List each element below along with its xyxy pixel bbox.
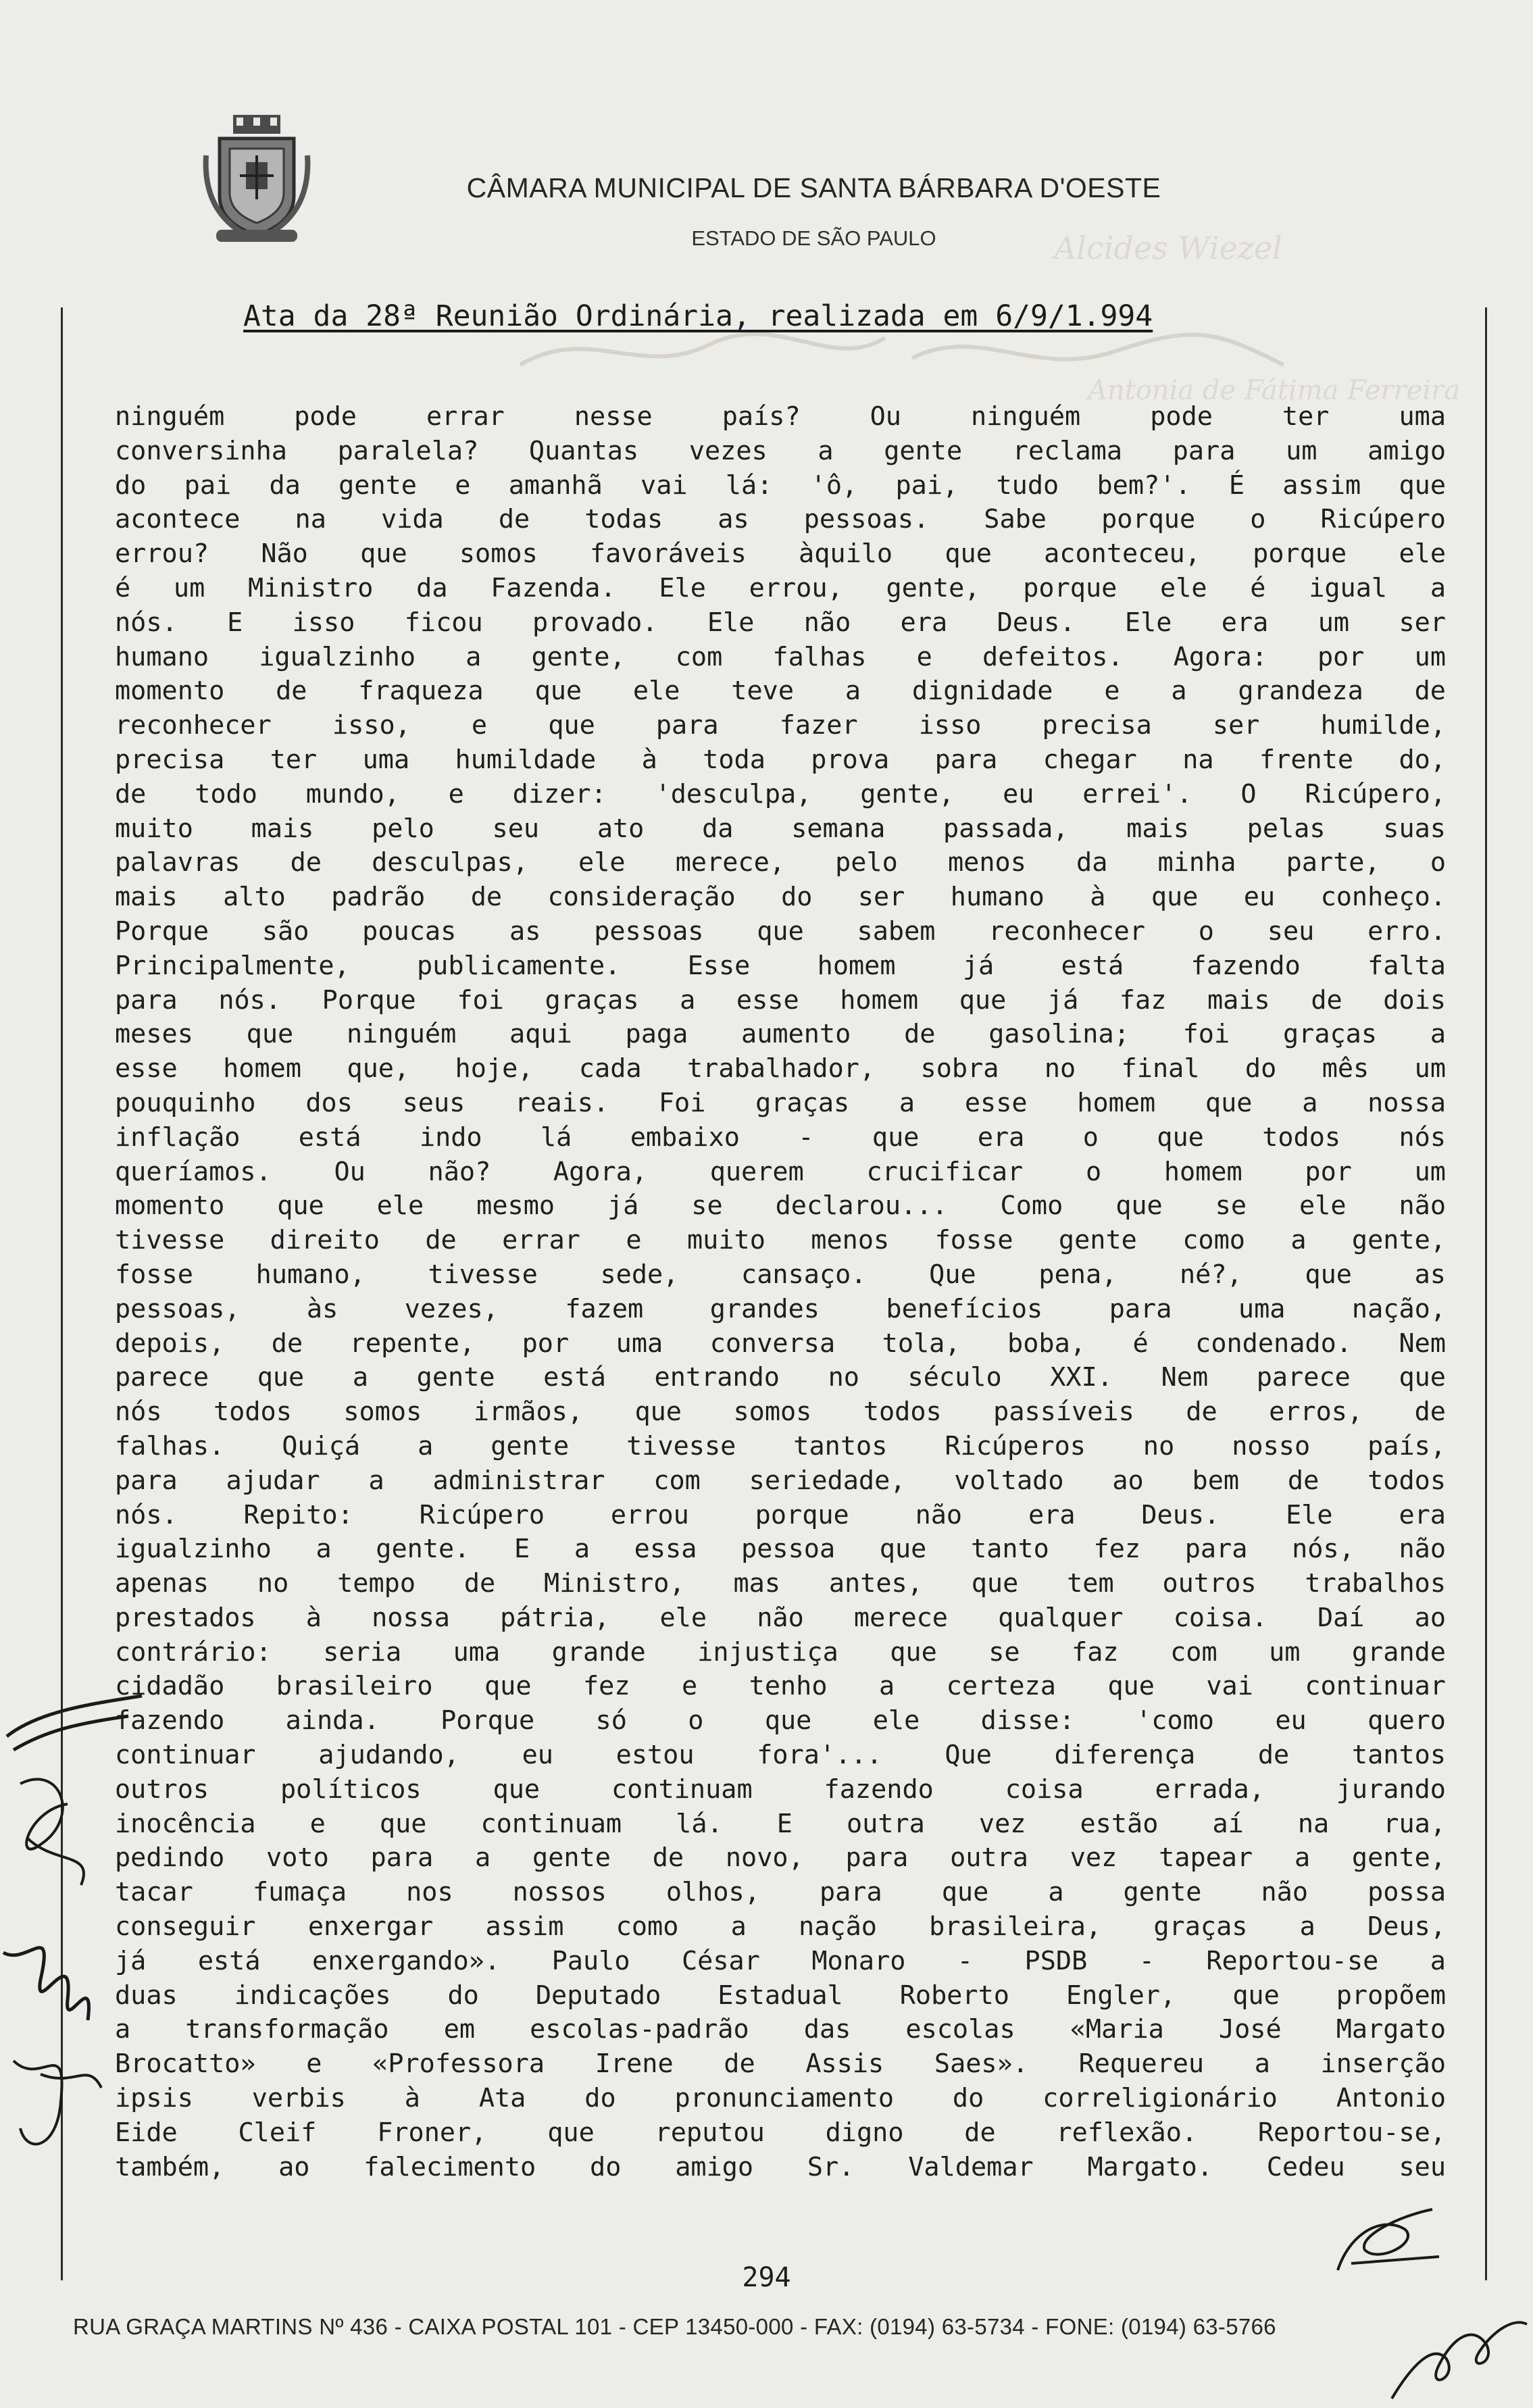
body-line: esse homem que, hoje, cada trabalhador, sobra no final do mês um	[115, 1053, 1446, 1084]
body-line: falhas. Quiçá a gente tivesse tantos Ricúperos no nosso país,	[115, 1430, 1446, 1461]
body-line: pessoas, às vezes, fazem grandes benefícios para uma nação,	[115, 1293, 1446, 1324]
minutes-title: Ata da 28ª Reunião Ordinária, realizada em 6/9/1.994	[243, 299, 1153, 333]
body-line: ipsis verbis à Ata do pronunciamento do correligionário Antonio	[115, 2083, 1446, 2114]
body-line: conseguir enxergar assim como a nação brasileira, graças a Deus,	[115, 1911, 1446, 1942]
body-line: Brocatto» e «Professora Irene de Assis Saes». Requereu a inserção	[115, 2049, 1446, 2080]
body-line: fazendo ainda. Porque só o que ele disse: 'como eu quero	[115, 1705, 1446, 1736]
body-line: de todo mundo, e dizer: 'desculpa, gente, eu errei'. O Ricúpero,	[115, 778, 1446, 809]
body-line: palavras de desculpas, ele merece, pelo menos da minha parte, o	[115, 847, 1446, 878]
footer-address: RUA GRAÇA MARTINS Nº 436 - CAIXA POSTAL 101 - CEP 13450-000 - FAX: (0194) 63-5734 - FONE: (0194) 63-5766	[73, 2314, 1276, 2339]
body-line: inocência e que continuam lá. E outra vez estão aí na rua,	[115, 1808, 1446, 1839]
minutes-body	[115, 400, 1446, 2184]
body-line: momento que ele mesmo já se declarou... Como que se ele não	[115, 1190, 1446, 1222]
body-line: prestados à nossa pátria, ele não merece qualquer coisa. Daí ao	[115, 1602, 1446, 1633]
body-line: muito mais pelo seu ato da semana passada, mais pelas suas	[115, 813, 1446, 844]
body-line: momento de fraqueza que ele teve a dignidade e a grandeza de	[115, 676, 1446, 707]
body-line: errou? Não que somos favoráveis àquilo que aconteceu, porque ele	[115, 538, 1446, 570]
body-line: Principalmente, publicamente. Esse homem já está fazendo falta	[115, 950, 1446, 981]
body-line: humano igualzinho a gente, com falhas e defeitos. Agora: por um	[115, 641, 1446, 672]
body-line: para nós. Porque foi graças a esse homem que já faz mais de dois	[115, 984, 1446, 1015]
body-line: ninguém pode errar nesse país? Ou ninguém pode ter uma	[115, 401, 1446, 432]
body-line: parece que a gente está entrando no século XXI. Nem parece que	[115, 1362, 1446, 1393]
body-line: pedindo voto para a gente de novo, para outra vez tapear a gente,	[115, 1842, 1446, 1874]
body-line: fosse humano, tivesse sede, cansaço. Que pena, né?, que as	[115, 1259, 1446, 1290]
institution-name: CÂMARA MUNICIPAL DE SANTA BÁRBARA D'OESTE	[466, 172, 1161, 203]
body-line: também, ao falecimento do amigo Sr. Valdemar Margato. Cedeu seu	[115, 2151, 1446, 2182]
body-line: duas indicações do Deputado Estadual Roberto Engler, que propõem	[115, 1980, 1446, 2011]
body-line: Porque são poucas as pessoas que sabem reconhecer o seu erro.	[115, 915, 1446, 947]
body-line: apenas no tempo de Ministro, mas antes, que tem outros trabalhos	[115, 1568, 1446, 1599]
initials-mark	[1324, 2189, 1446, 2284]
body-line: do pai da gente e amanhã vai lá: 'ô, pai, tudo bem?'. É assim que	[115, 470, 1446, 501]
bleed-through-text-2: Antonia de Fátima Ferreira	[1088, 375, 1461, 406]
body-line: acontece na vida de todas as pessoas. Sabe porque o Ricúpero	[115, 504, 1446, 535]
body-line: a transformação em escolas-padrão das escolas «Maria José Margato	[115, 2014, 1446, 2045]
bleed-through-text-1: Alcides Wiezel	[1054, 230, 1282, 266]
right-margin-line	[1485, 307, 1487, 2280]
body-line: tacar fumaça nos nossos olhos, para que a gente não possa	[115, 1877, 1446, 1908]
body-line: pouquinho dos seus reais. Foi graças a esse homem que a nossa	[115, 1087, 1446, 1118]
body-line: é um Ministro da Fazenda. Ele errou, gente, porque ele é igual a	[115, 572, 1446, 603]
body-line: continuar ajudando, eu estou fora'... Que diferença de tantos	[115, 1740, 1446, 1771]
body-line: depois, de repente, por uma conversa tola, boba, é condenado. Nem	[115, 1328, 1446, 1359]
body-line: tivesse direito de errar e muito menos fosse gente como a gente,	[115, 1225, 1446, 1256]
body-line: precisa ter uma humildade à toda prova para chegar na frente do,	[115, 744, 1446, 775]
body-line: cidadão brasileiro que fez e tenho a certeza que vai continuar	[115, 1671, 1446, 1702]
page-number: 294	[742, 2262, 791, 2293]
body-line: para ajudar a administrar com seriedade, voltado ao bem de todos	[115, 1465, 1446, 1496]
body-line: outros políticos que continuam fazendo coisa errada, jurando	[115, 1774, 1446, 1805]
body-line: mais alto padrão de consideração do ser humano à que eu conheço.	[115, 882, 1446, 913]
institution-state: ESTADO DE SÃO PAULO	[691, 226, 936, 250]
body-line: meses que ninguém aqui paga aumento de gasolina; foi graças a	[115, 1019, 1446, 1050]
body-line: Eide Cleif Froner, que reputou digno de reflexão. Reportou-se,	[115, 2117, 1446, 2148]
body-line: inflação está indo lá embaixo - que era o que todos nós	[115, 1122, 1446, 1153]
margin-signature	[0, 1682, 162, 2169]
body-line: queríamos. Ou não? Agora, querem crucificar o homem por um	[115, 1156, 1446, 1187]
body-line: nós. E isso ficou provado. Ele não era Deus. Ele era um ser	[115, 607, 1446, 638]
body-line: contrário: seria uma grande injustiça que se faz com um grande	[115, 1636, 1446, 1667]
body-line: nós. Repito: Ricúpero errou porque não era Deus. Ele era	[115, 1499, 1446, 1530]
body-line: igualzinho a gente. E a essa pessoa que tanto fez para nós, não	[115, 1534, 1446, 1565]
corner-signature	[1385, 2284, 1533, 2408]
body-line: reconhecer isso, e que para fazer isso precisa ser humilde,	[115, 710, 1446, 741]
body-line: já está enxergando». Paulo César Monaro - PSDB - Reportou-se a	[115, 1945, 1446, 1976]
body-line: conversinha paralela? Quantas vezes a gente reclama para um amigo	[115, 435, 1446, 466]
body-line: nós todos somos irmãos, que somos todos passíveis de erros, de	[115, 1397, 1446, 1428]
